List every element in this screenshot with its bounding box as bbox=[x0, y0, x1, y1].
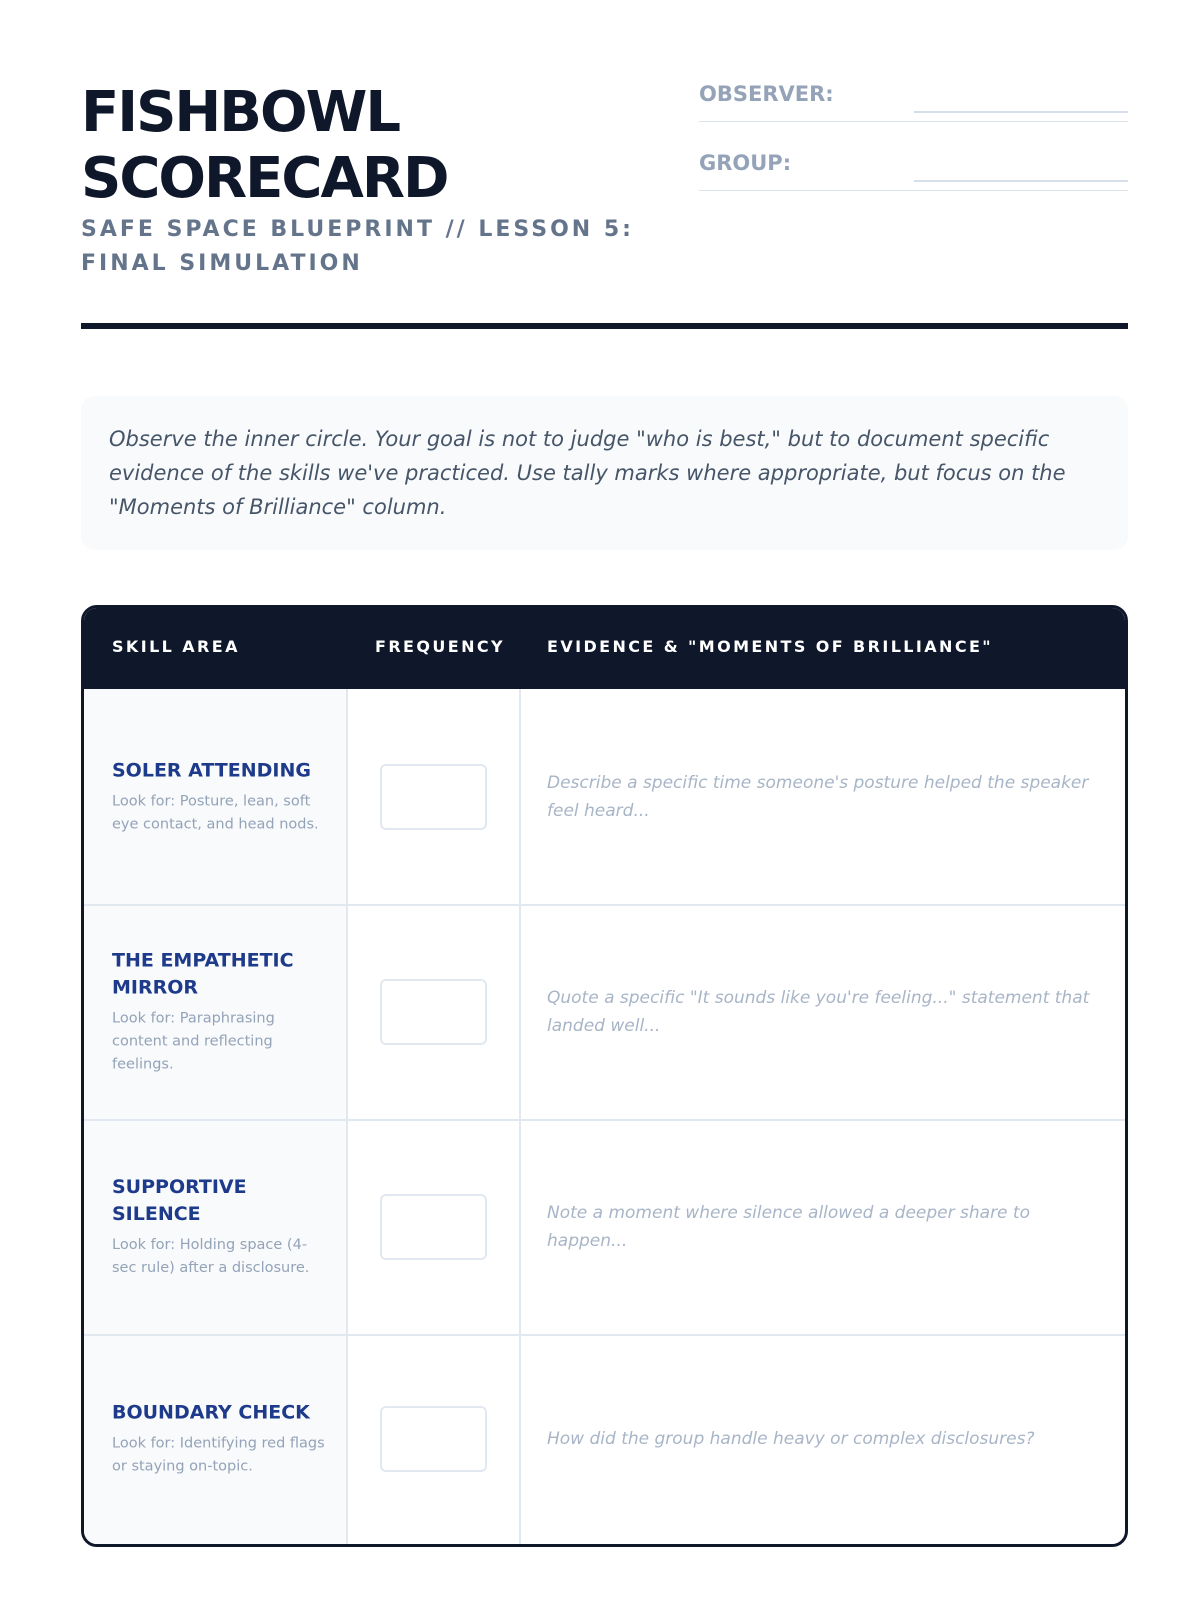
skill-cell bbox=[112, 1174, 327, 1280]
table-body bbox=[84, 689, 1125, 1544]
row-divider bbox=[84, 904, 1125, 906]
header-evidence: EVIDENCE & "MOMENTS OF BRILLIANCE" bbox=[547, 637, 994, 656]
title-line-2: SCORECARD bbox=[81, 146, 448, 211]
header-divider bbox=[81, 323, 1128, 329]
evidence-field[interactable]: Note a moment where silence allowed a deeper share to happen... bbox=[547, 1202, 1030, 1251]
instructions-text: Observe the inner circle. Your goal is not to judge "who is best," but to document specific evidence of the skills we've practiced. Use tally marks where appropriate, but focus on the "Moments of Brilliance" column. bbox=[109, 427, 1066, 519]
row-divider bbox=[84, 1334, 1125, 1336]
group-row bbox=[699, 149, 1128, 191]
row-divider bbox=[84, 1119, 1125, 1121]
page-title bbox=[81, 80, 641, 212]
skill-name: SUPPORTIVE SILENCE bbox=[112, 1175, 247, 1225]
table-row bbox=[84, 1334, 1125, 1544]
skill-hint: Look for: Identifying red flags or staying on-topic. bbox=[112, 1435, 325, 1475]
evidence-field[interactable]: How did the group handle heavy or complex disclosures? bbox=[547, 1429, 1035, 1449]
skill-hint: Look for: Holding space (4-sec rule) after a disclosure. bbox=[112, 1236, 310, 1276]
header bbox=[81, 80, 1128, 330]
scorecard-table bbox=[81, 605, 1128, 1547]
table-row bbox=[84, 1119, 1125, 1334]
skill-cell bbox=[112, 947, 327, 1076]
skill-hint: Look for: Posture, lean, soft eye contact, and head nods. bbox=[112, 793, 319, 832]
skill-name: THE EMPATHETIC MIRROR bbox=[112, 949, 294, 998]
frequency-tally-box[interactable] bbox=[380, 1406, 487, 1472]
header-skill-area: SKILL AREA bbox=[112, 637, 240, 656]
evidence-field[interactable]: Describe a specific time someone's posture helped the speaker feel heard... bbox=[547, 772, 1089, 821]
skill-hint: Look for: Paraphrasing content and reflecting feelings. bbox=[112, 1010, 275, 1072]
group-field[interactable] bbox=[914, 180, 1128, 182]
page-subtitle: SAFE SPACE BLUEPRINT // LESSON 5: FINAL SIMULATION bbox=[81, 217, 634, 276]
header-frequency: FREQUENCY bbox=[375, 637, 506, 656]
skill-name: BOUNDARY CHECK bbox=[112, 1401, 310, 1424]
instructions-box bbox=[81, 396, 1128, 550]
skill-cell bbox=[112, 757, 327, 836]
group-label: GROUP: bbox=[699, 151, 792, 175]
table-row bbox=[84, 904, 1125, 1119]
observer-field[interactable] bbox=[914, 111, 1128, 113]
meta-fields bbox=[699, 80, 1128, 218]
frequency-tally-box[interactable] bbox=[380, 979, 487, 1045]
observer-row bbox=[699, 80, 1128, 122]
observer-label: OBSERVER: bbox=[699, 82, 834, 106]
scorecard-page bbox=[81, 0, 1128, 1600]
frequency-tally-box[interactable] bbox=[380, 764, 487, 830]
table-row bbox=[84, 689, 1125, 904]
skill-cell bbox=[112, 1400, 327, 1479]
title-line-1: FISHBOWL bbox=[81, 80, 400, 145]
frequency-tally-box[interactable] bbox=[380, 1194, 487, 1260]
skill-name: SOLER ATTENDING bbox=[112, 759, 311, 781]
table-header bbox=[84, 608, 1125, 689]
evidence-field[interactable]: Quote a specific "It sounds like you're feeling..." statement that landed well... bbox=[547, 987, 1090, 1036]
